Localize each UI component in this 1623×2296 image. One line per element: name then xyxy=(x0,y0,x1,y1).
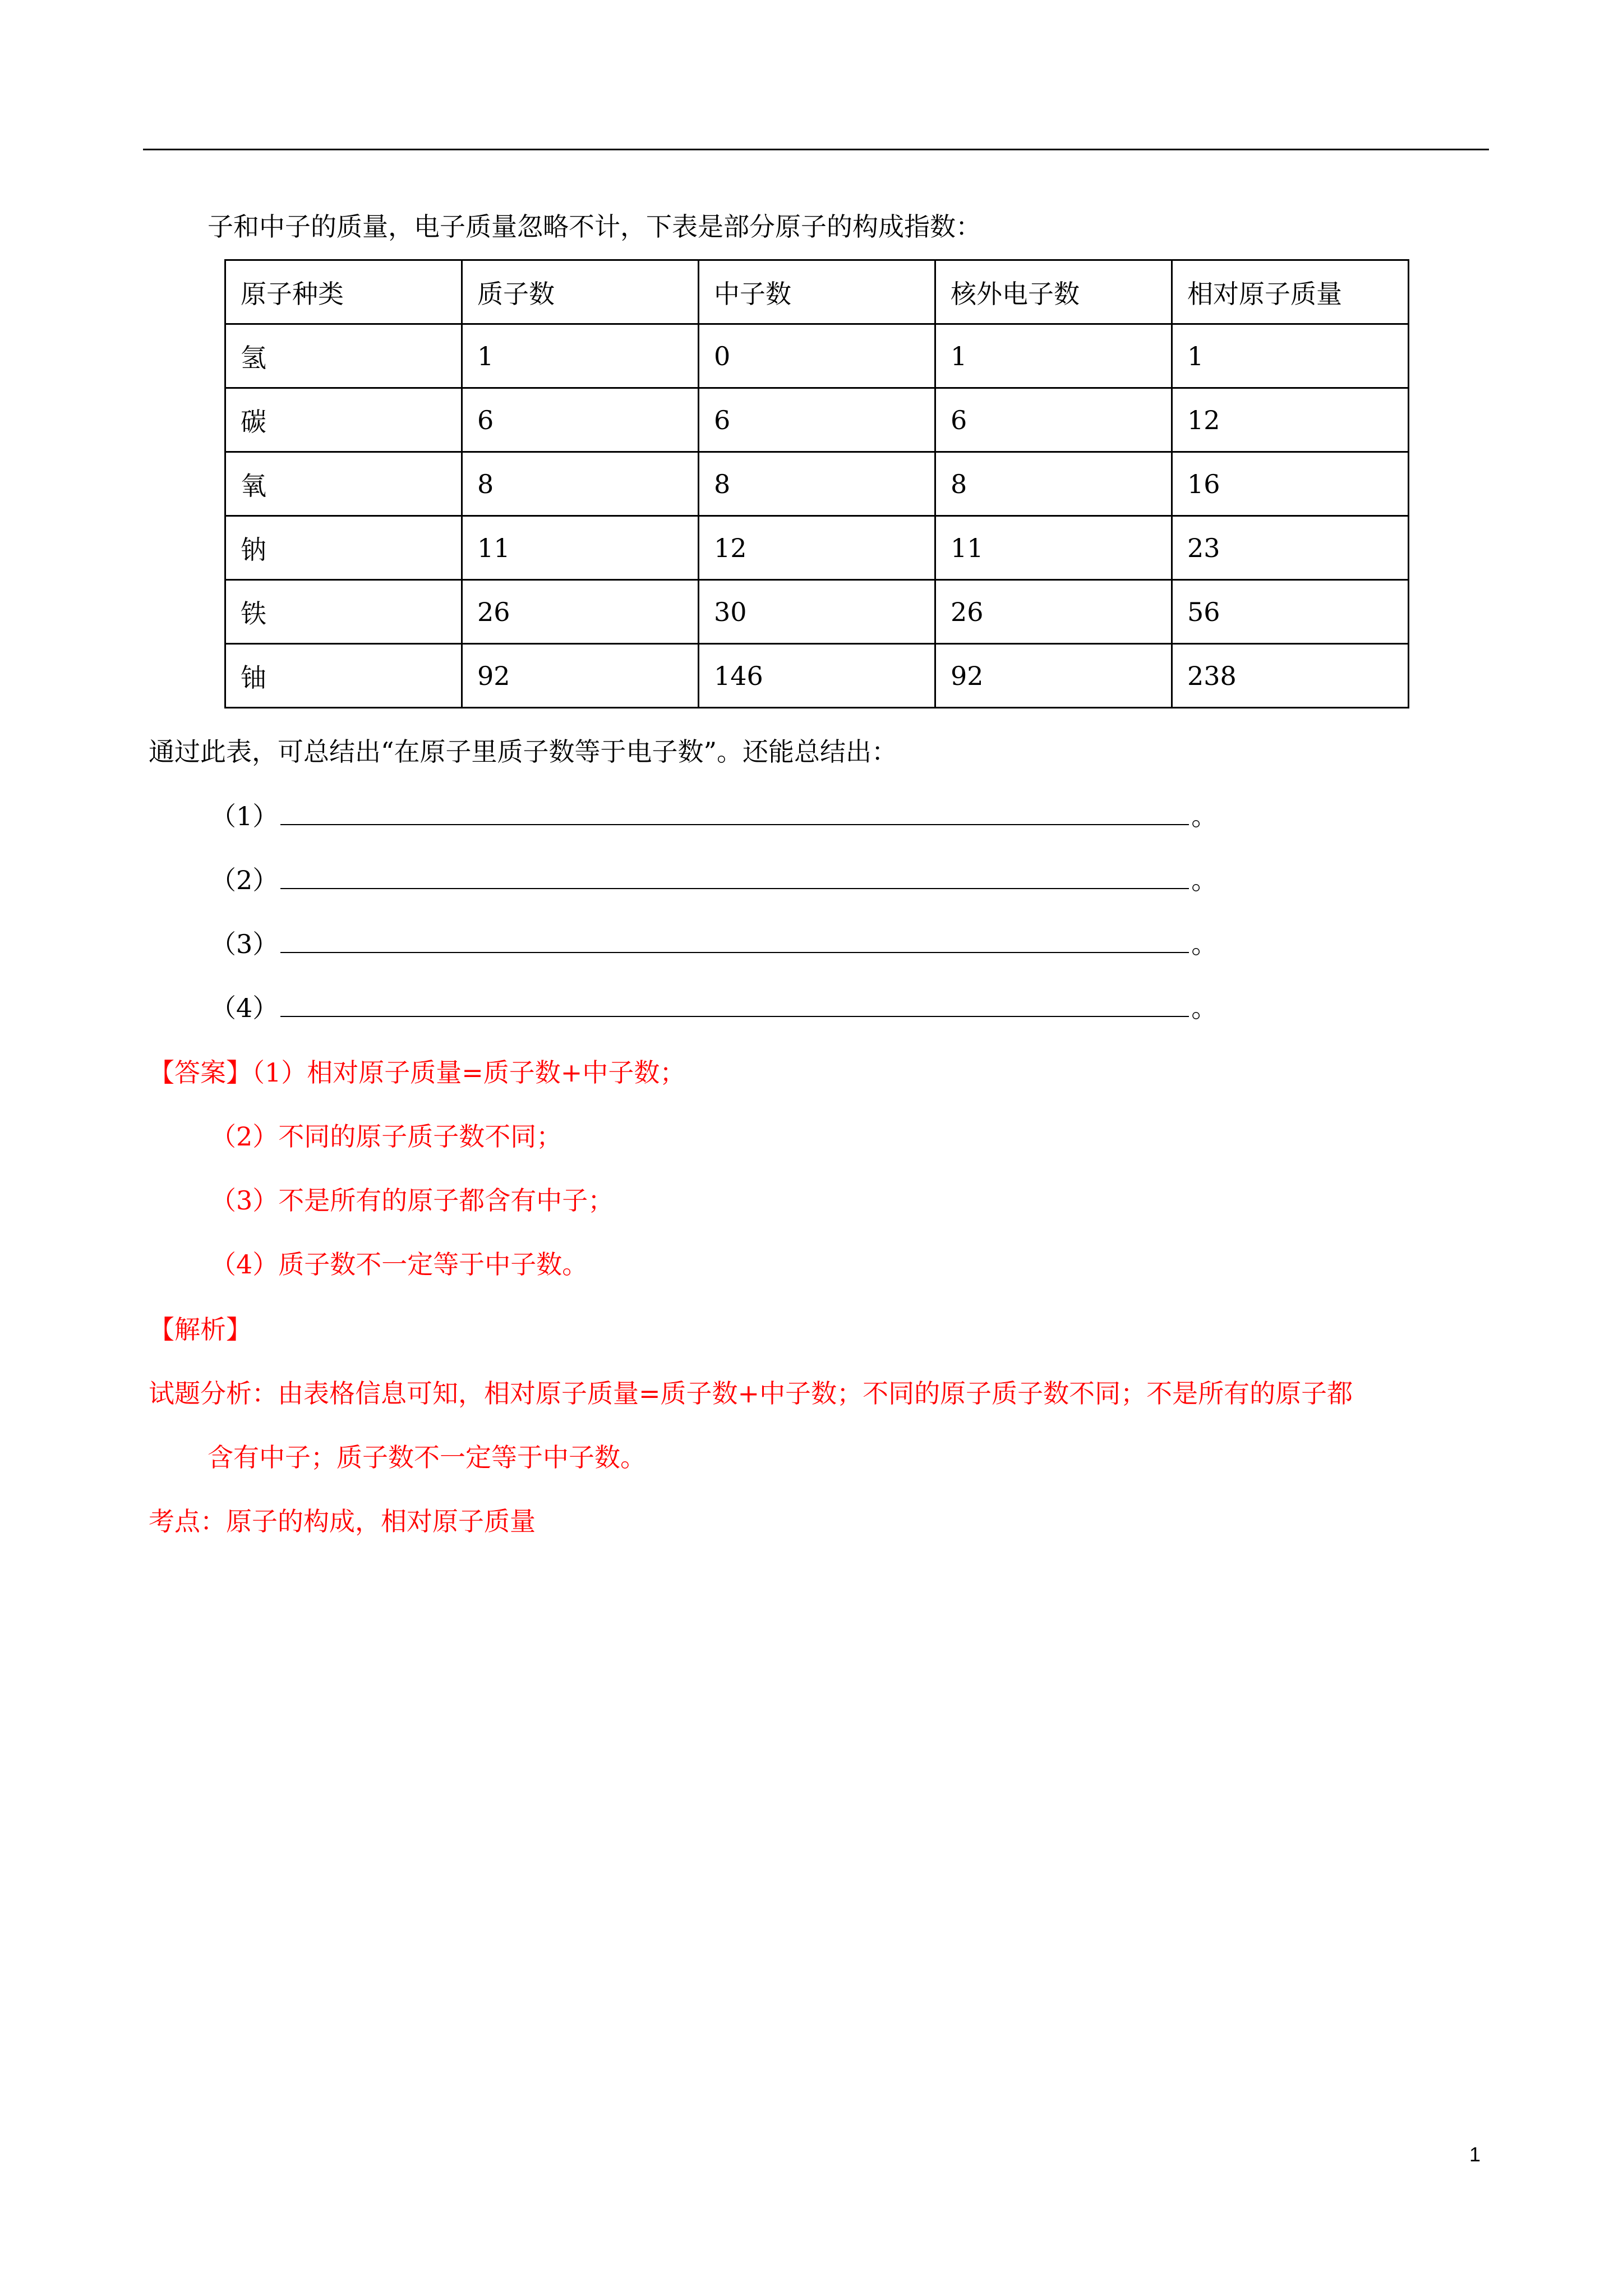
analysis-text-cont: 含有中子；质子数不一定等于中子数。 xyxy=(208,1442,646,1473)
table-cell: 23 xyxy=(1172,516,1409,580)
header-rule xyxy=(143,149,1489,150)
table-row xyxy=(225,580,1409,644)
table-cell: 146 xyxy=(699,644,935,708)
table-row xyxy=(225,324,1409,388)
question-text: 通过此表，可总结出“在原子里质子数等于电子数”。还能总结出： xyxy=(149,737,898,767)
table-cell: 238 xyxy=(1172,644,1409,708)
blank-line-2 xyxy=(210,863,1217,897)
table-row xyxy=(225,516,1409,580)
table-cell: 6 xyxy=(699,388,935,452)
table-cell: 92 xyxy=(935,644,1172,708)
answer-item: （3）不是所有的原子都含有中子； xyxy=(210,1185,614,1216)
table-cell: 氧 xyxy=(225,452,462,516)
blank-label: （4） xyxy=(210,993,279,1023)
table-cell: 8 xyxy=(935,452,1172,516)
table-cell: 1 xyxy=(935,324,1172,388)
table-row xyxy=(225,452,1409,516)
blank-line-1 xyxy=(210,799,1217,833)
intro-text: 子和中子的质量，电子质量忽略不计，下表是部分原子的构成指数： xyxy=(208,211,981,242)
table-header-cell: 中子数 xyxy=(699,260,935,324)
analysis-text: 试题分析：由表格信息可知，相对原子质量=质子数+中子数；不同的原子质子数不同；不是所有的原子都 xyxy=(149,1378,1353,1409)
table-header-cell: 原子种类 xyxy=(225,260,462,324)
table-cell: 12 xyxy=(1172,388,1409,452)
table-header-cell: 核外电子数 xyxy=(935,260,1172,324)
table-cell: 11 xyxy=(462,516,699,580)
blank-end: 。 xyxy=(1191,801,1218,831)
answer-item: （1）相对原子质量=质子数+中子数； xyxy=(252,1057,686,1088)
table-cell: 铁 xyxy=(225,580,462,644)
kaodian-text: 考点：原子的构成，相对原子质量 xyxy=(149,1506,536,1536)
blank-end: 。 xyxy=(1191,929,1218,959)
blank-end: 。 xyxy=(1191,865,1218,895)
table-header-cell: 质子数 xyxy=(462,260,699,324)
table-row xyxy=(225,644,1409,708)
table-cell: 26 xyxy=(935,580,1172,644)
table-cell: 11 xyxy=(935,516,1172,580)
table-cell: 12 xyxy=(699,516,935,580)
blank-end: 。 xyxy=(1191,993,1218,1023)
table-header-row xyxy=(225,260,1409,324)
blank-label: （1） xyxy=(210,801,279,831)
table-cell: 1 xyxy=(462,324,699,388)
table-cell: 8 xyxy=(699,452,935,516)
table-header-cell: 相对原子质量 xyxy=(1172,260,1409,324)
table-cell: 钠 xyxy=(225,516,462,580)
table-cell: 8 xyxy=(462,452,699,516)
answer-blank[interactable] xyxy=(280,927,1189,953)
table-row xyxy=(225,388,1409,452)
table-cell: 碳 xyxy=(225,388,462,452)
answer-line-1 xyxy=(149,1056,685,1089)
answer-blank[interactable] xyxy=(280,991,1189,1017)
table-cell: 92 xyxy=(462,644,699,708)
table-cell: 铀 xyxy=(225,644,462,708)
answer-blank[interactable] xyxy=(280,863,1189,889)
table-cell: 氢 xyxy=(225,324,462,388)
table-cell: 6 xyxy=(935,388,1172,452)
answer-item: （2）不同的原子质子数不同； xyxy=(210,1121,562,1152)
answer-blank[interactable] xyxy=(280,799,1189,825)
table-cell: 26 xyxy=(462,580,699,644)
atom-table xyxy=(224,259,1409,708)
answer-item: （4）质子数不一定等于中子数。 xyxy=(210,1249,588,1280)
blank-line-4 xyxy=(210,991,1217,1025)
blank-label: （2） xyxy=(210,865,279,895)
table-cell: 56 xyxy=(1172,580,1409,644)
table-cell: 1 xyxy=(1172,324,1409,388)
table-cell: 30 xyxy=(699,580,935,644)
answer-tag: 【答案】 xyxy=(149,1057,252,1088)
table-cell: 16 xyxy=(1172,452,1409,516)
table-cell: 0 xyxy=(699,324,935,388)
analysis-tag: 【解析】 xyxy=(149,1314,252,1345)
blank-line-3 xyxy=(210,927,1217,961)
table-cell: 6 xyxy=(462,388,699,452)
blank-label: （3） xyxy=(210,929,279,959)
page-number: 1 xyxy=(1469,2143,1481,2166)
